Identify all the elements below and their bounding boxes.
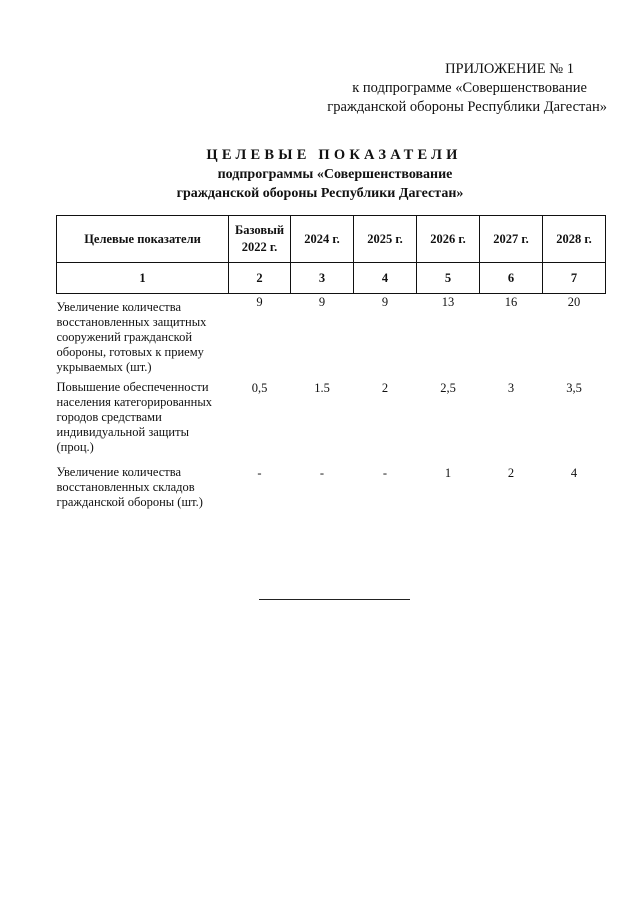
indicator-value: 9 <box>381 295 389 309</box>
table-header-row <box>57 216 606 263</box>
indicator-value: 3,5 <box>566 381 582 395</box>
indicator-value: 9 <box>318 295 326 309</box>
indicator-value: 0,5 <box>251 381 268 395</box>
closing-divider-line <box>259 599 410 600</box>
column-number: 1 <box>57 263 229 294</box>
column-number: 4 <box>354 263 417 294</box>
indicator-value: 2 <box>507 466 515 480</box>
indicator-value: 9 <box>256 295 263 309</box>
title-subprogram-name: гражданской обороны Республики Дагестан» <box>176 186 464 201</box>
indicator-value: 13 <box>441 295 455 309</box>
header-2027: 2027 г. <box>480 216 543 263</box>
appendix-reference-line-2: гражданской обороны Республики Дагестан» <box>327 99 607 115</box>
title-heading: ЦЕЛЕВЫЕ ПОКАЗАТЕЛИ <box>206 147 462 163</box>
column-number: 5 <box>417 263 480 294</box>
table-row <box>57 465 606 526</box>
column-number: 3 <box>291 263 354 294</box>
table-row <box>57 380 606 465</box>
header-2026: 2026 г. <box>417 216 480 263</box>
indicator-value: 1.5 <box>314 381 330 395</box>
indicator-value: 1 <box>444 466 452 480</box>
indicator-value: 3 <box>507 381 515 395</box>
target-indicators-table <box>56 215 606 526</box>
indicator-value: - <box>382 466 388 480</box>
indicator-value: 2 <box>381 381 389 395</box>
indicator-label: Увеличение количества восстановленных защитных сооружений гражданской обороны, готовых к приему укрываемых (шт.) <box>56 300 207 374</box>
column-number: 7 <box>543 263 606 294</box>
column-number: 6 <box>480 263 543 294</box>
document-title <box>0 146 640 203</box>
appendix-header <box>327 60 607 117</box>
header-2028: 2028 г. <box>543 216 606 263</box>
indicator-value: 16 <box>504 295 518 309</box>
indicator-label: Увеличение количества восстановленных складов гражданской обороны (шт.) <box>56 465 203 509</box>
table-row <box>57 294 606 381</box>
indicator-label: Повышение обеспеченности населения категорированных городов средствами индивидуальной защиты (проц.) <box>56 380 212 454</box>
header-indicators: Целевые показатели <box>57 216 229 263</box>
column-number-row <box>57 263 606 294</box>
indicator-value: 20 <box>567 295 581 309</box>
header-base-2022: Базовый 2022 г. <box>229 216 291 263</box>
column-number: 2 <box>229 263 291 294</box>
title-subprogram: подпрограммы «Совершенствование <box>217 167 453 182</box>
header-2024: 2024 г. <box>291 216 354 263</box>
indicator-value: - <box>257 466 262 480</box>
header-2025: 2025 г. <box>354 216 417 263</box>
indicator-value: - <box>319 466 325 480</box>
appendix-reference-line-1: к подпрограмме «Совершенствование <box>352 80 587 96</box>
indicator-value: 4 <box>570 466 578 480</box>
appendix-number: ПРИЛОЖЕНИЕ № 1 <box>445 61 574 77</box>
indicator-value: 2,5 <box>440 381 456 395</box>
